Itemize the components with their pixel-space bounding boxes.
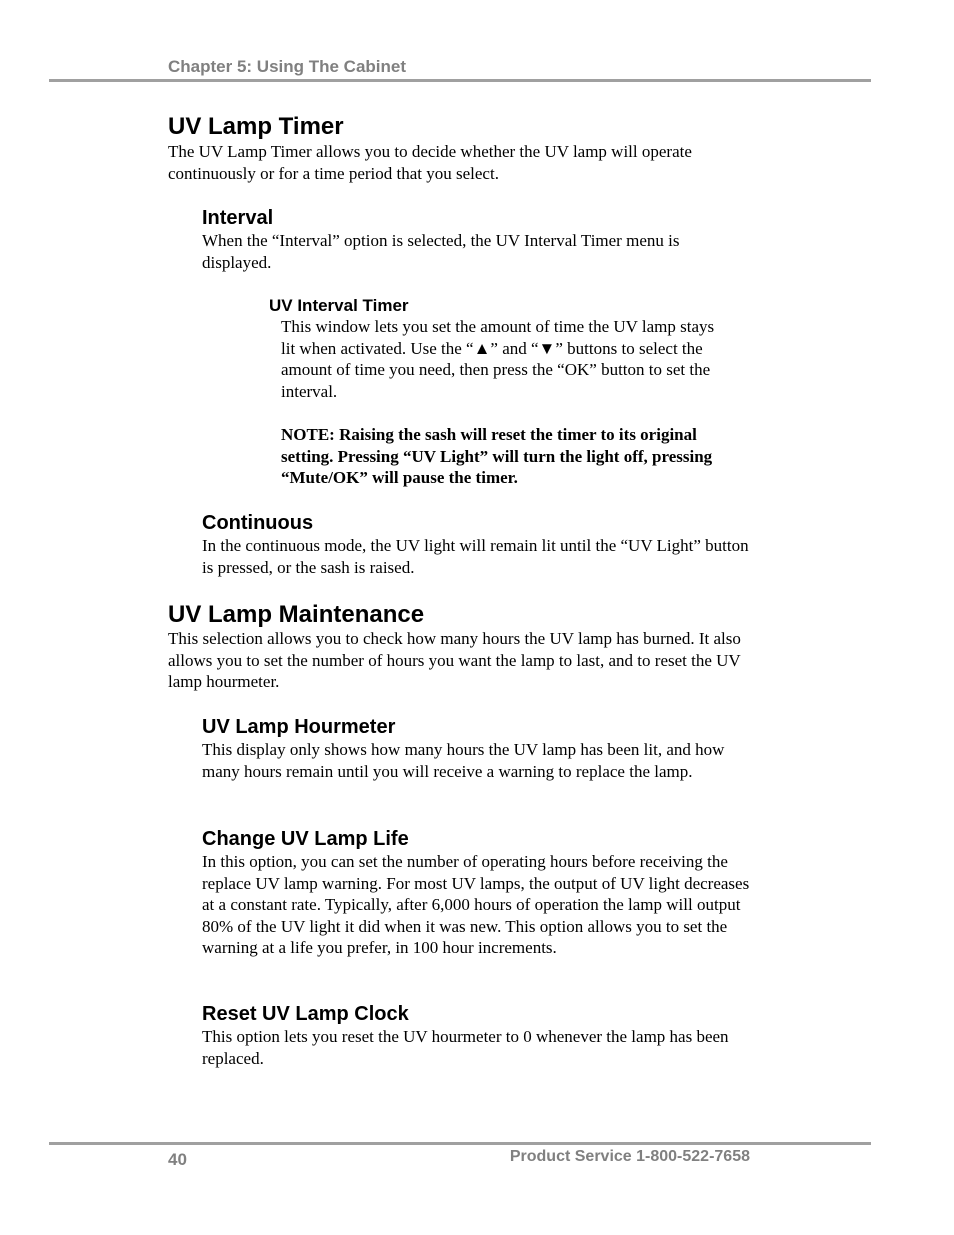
interval-body: When the “Interval” option is selected, the UV Interval Timer menu is displayed. [202, 231, 680, 272]
interval-heading: Interval [202, 207, 274, 229]
uv-lamp-maintenance-body: This selection allows you to check how many hours the UV lamp has burned. It also allows you to set the number of hours you want the lamp to last, and to reset the UV lamp hourmeter. [168, 629, 741, 692]
reset-uv-lamp-clock-body: This option lets you reset the UV hourmeter to 0 whenever the lamp has been replaced. [202, 1027, 729, 1068]
reset-uv-lamp-clock-heading: Reset UV Lamp Clock [202, 1003, 409, 1025]
uv-lamp-timer-heading: UV Lamp Timer [168, 113, 344, 140]
uv-interval-timer-heading: UV Interval Timer [269, 296, 409, 315]
uv-lamp-hourmeter-body: This display only shows how many hours the UV lamp has been lit, and how many hours remain until you will receive a warning to replace the lamp. [202, 740, 725, 781]
continuous-body: In the continuous mode, the UV light will remain lit until the “UV Light” button is pressed, or the sash is raised. [202, 536, 749, 577]
uv-interval-timer-body: This window lets you set the amount of time the UV lamp stays lit when activated. Use the “▲” and “▼” buttons to select the amount of time you need, then press the “OK” button to set the interval. [281, 317, 715, 401]
header-rule [49, 79, 871, 82]
continuous-heading: Continuous [202, 512, 314, 534]
product-service-phone: Product Service 1-800-522-7658 [509, 1148, 750, 1165]
change-uv-lamp-life-heading: Change UV Lamp Life [202, 828, 409, 850]
page-number: 40 [168, 1150, 187, 1169]
uv-lamp-maintenance-heading: UV Lamp Maintenance [168, 601, 425, 628]
footer-rule [49, 1142, 871, 1145]
chapter-header: Chapter 5: Using The Cabinet [168, 57, 407, 76]
uv-lamp-timer-body: The UV Lamp Timer allows you to decide whether the UV lamp will operate continuously or for a time period that you select. [168, 142, 692, 183]
change-uv-lamp-life-body: In this option, you can set the number of operating hours before receiving the replace UV lamp warning. For most UV lamps, the output of UV light decreases at a constant rate. Typically, after 6,000 hours of operation the lamp will output 80% of the UV light it did when it was new. This option allows you to set the warning at a life you prefer, in 100 hour increments. [202, 852, 750, 958]
uv-lamp-hourmeter-heading: UV Lamp Hourmeter [202, 716, 396, 738]
uv-interval-timer-note: NOTE: Raising the sash will reset the timer to its original setting. Pressing “UV Light” will turn the light off, pressing “Mute/OK” will pause the timer. [281, 425, 713, 488]
